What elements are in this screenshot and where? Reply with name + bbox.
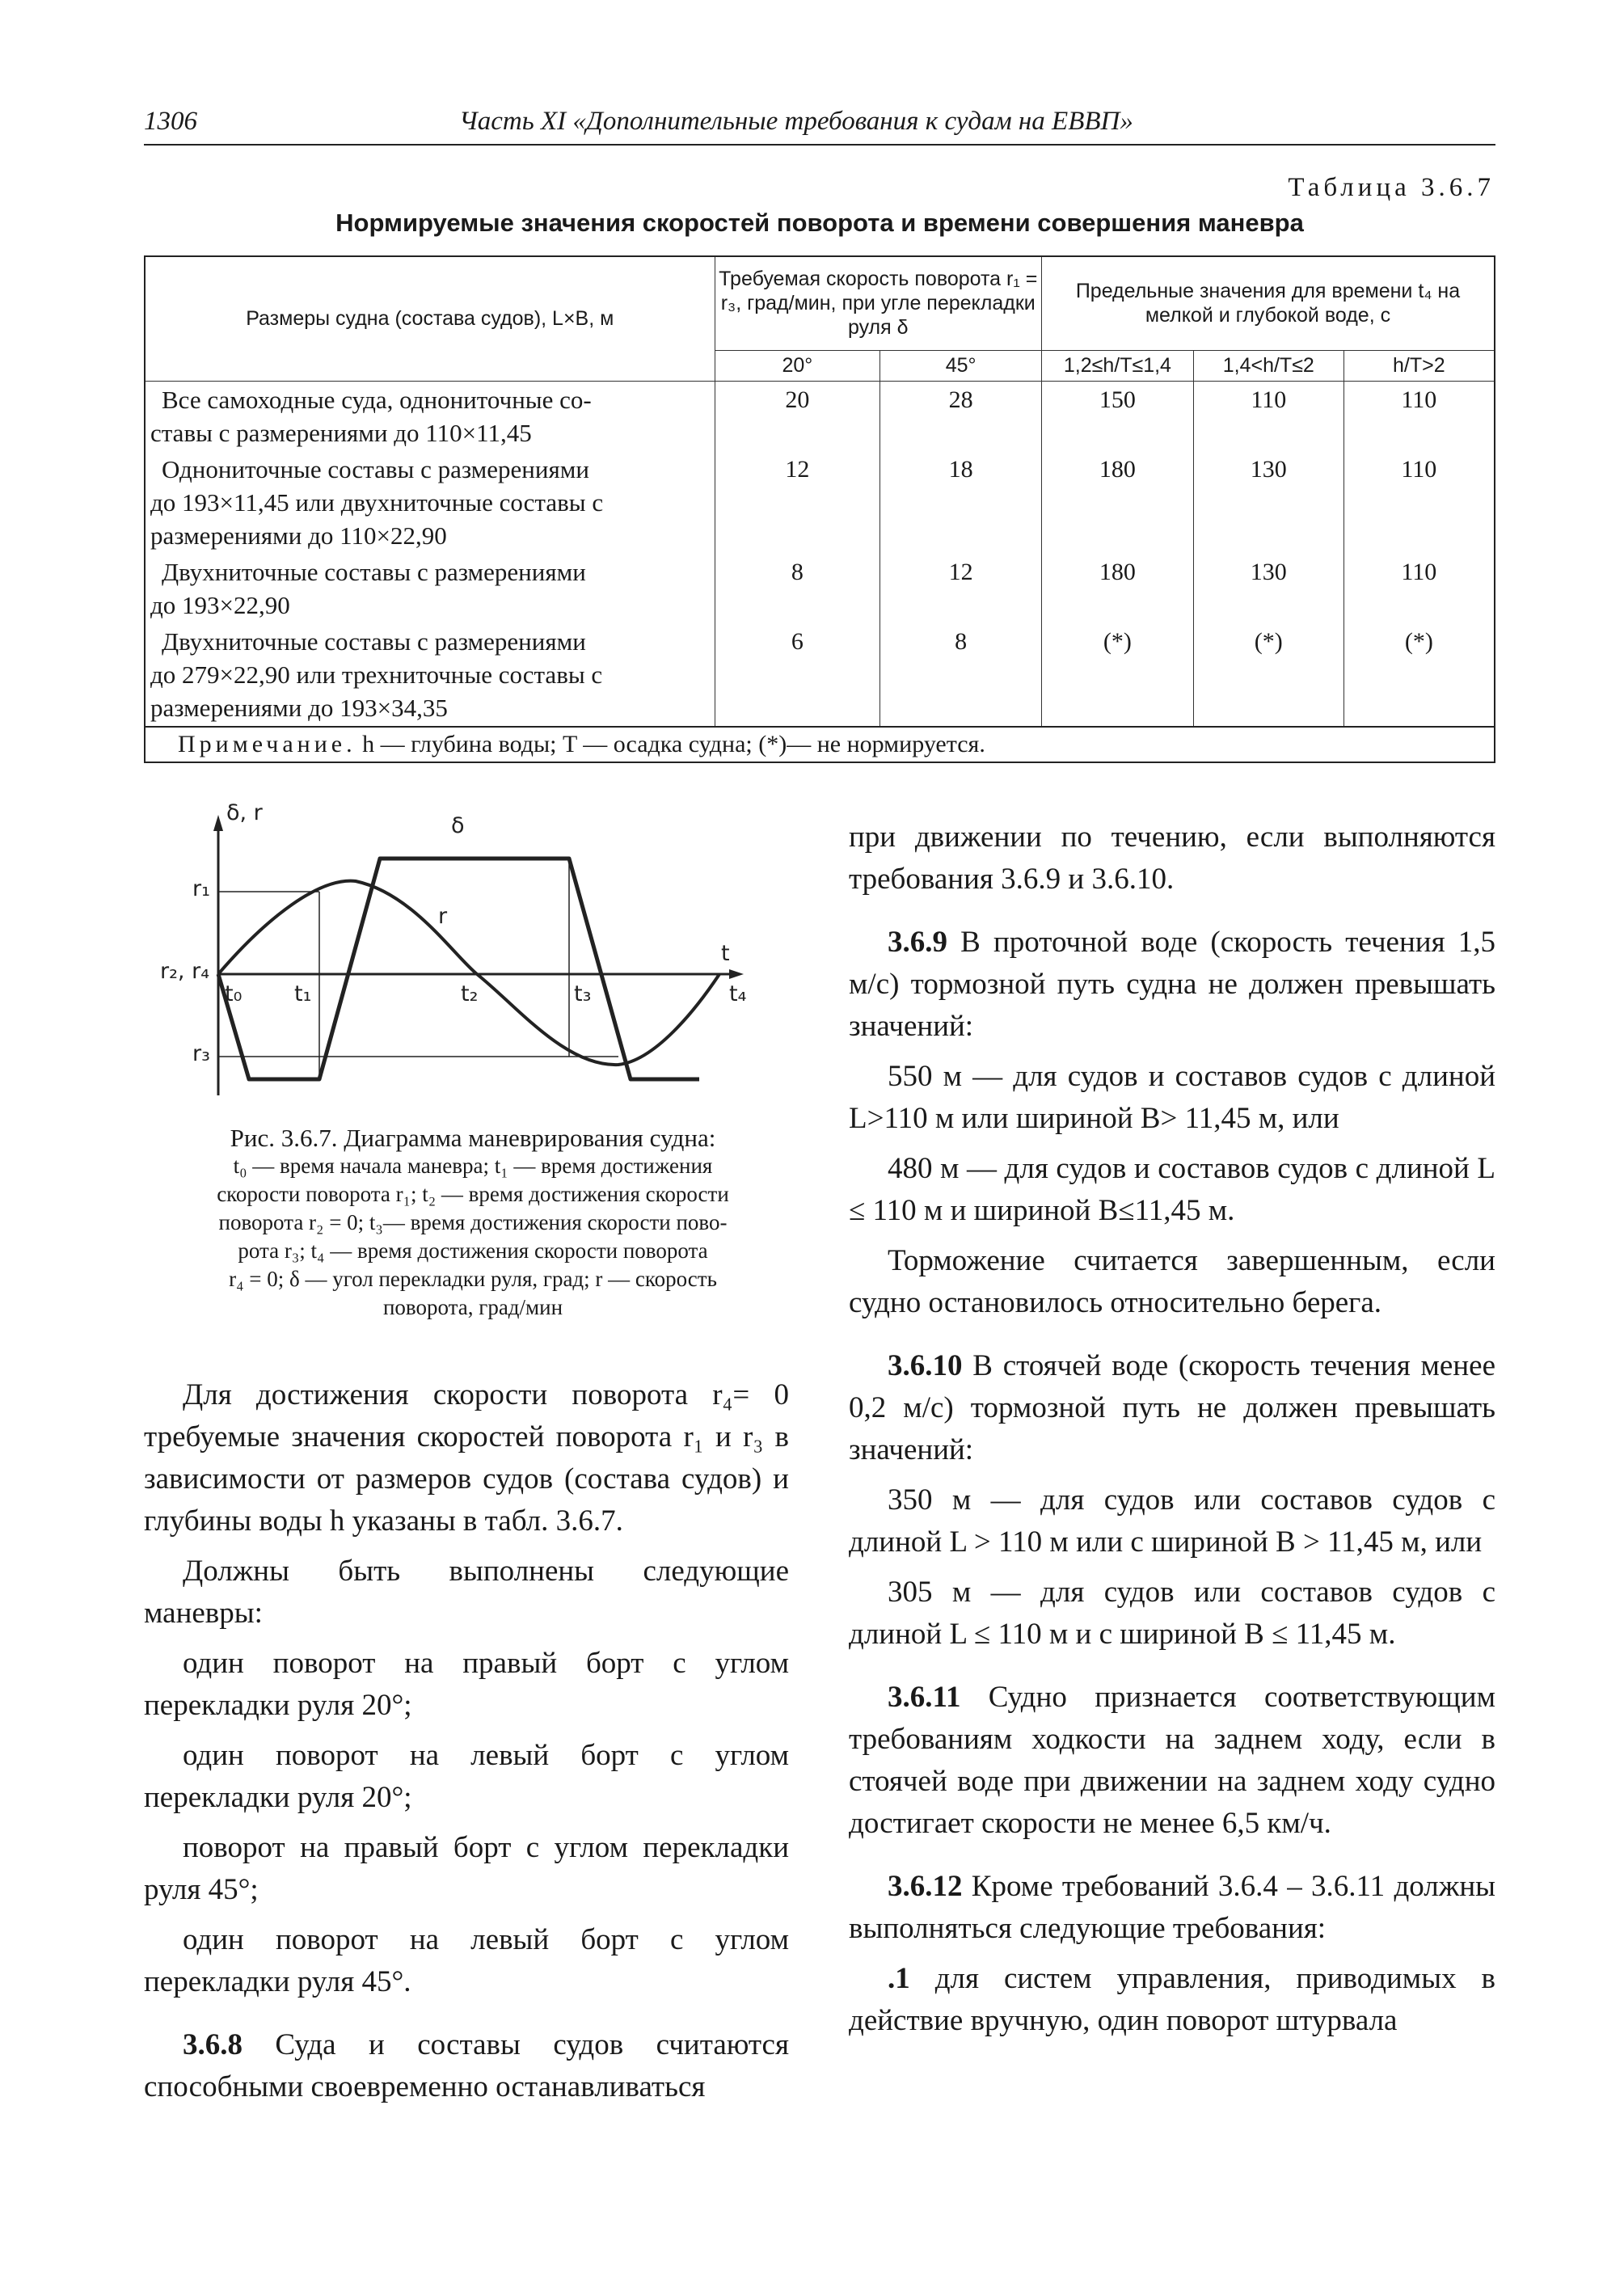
clause-number: .1 (888, 1962, 910, 1995)
running-title: Часть XI «Дополнительные требования к судам на ЕВВП» (459, 107, 1133, 136)
paragraph: один поворот на левый борт с углом перекладки руля 20°; (144, 1739, 789, 1814)
axis-x-label: t (721, 941, 730, 966)
right-column (849, 816, 1495, 2050)
row-text: до 193×11,45 или двухниточные составы с (150, 487, 604, 517)
clause-number: 3.6.9 (888, 926, 947, 959)
delta-label: δ (451, 813, 465, 838)
y-axis-arrow (213, 815, 223, 831)
cell-value: 20 (715, 381, 880, 451)
clause-number: 3.6.10 (888, 1349, 963, 1382)
row-text: Двухниточные составы с размерениями (162, 627, 586, 656)
paragraph: при движении по течению, если выполняются требования 3.6.9 и 3.6.10. (849, 821, 1495, 896)
left-column (144, 1374, 789, 2116)
paragraph (849, 1677, 1495, 1845)
t4-label: t₄ (729, 981, 747, 1006)
cell-value: 110 (1343, 451, 1495, 554)
caption-title: Рис. 3.6.7. Диаграмма маневрирования судна: (230, 1124, 716, 1152)
paragraph-text: для систем управления, приводимых в действие вручную, один поворот штурвала (849, 1962, 1495, 2037)
cell-value: 130 (1193, 554, 1343, 623)
table-label: Таблица 3.6.7 (1288, 173, 1495, 202)
page-header (144, 107, 1495, 146)
r1-label: r₁ (192, 876, 210, 901)
paragraph (849, 1345, 1495, 1471)
cell-value: 28 (880, 381, 1042, 451)
cell-value: 180 (1041, 451, 1193, 554)
paragraph-text: В проточной воде (скорость течения 1,5 м/с) тормозной путь судна не должен превышать значений: (849, 926, 1495, 1043)
cell-value: 180 (1041, 554, 1193, 623)
maneuver-diagram (146, 800, 833, 1124)
r2r4-label: r₂, r₄ (160, 959, 210, 984)
paragraph: поворот на правый борт с углом перекладки руля 45°; (144, 1831, 789, 1906)
x-axis-arrow (729, 969, 744, 979)
subheader-45: 45° (880, 350, 1042, 381)
paragraph: 305 м — для судов или составов судов с длиной L ≤ 110 м и с шириной B ≤ 11,45 м. (849, 1576, 1495, 1651)
note-label: Примечание. (178, 730, 356, 757)
cell-value: 6 (715, 623, 880, 727)
row-text: ставы с размерениями до 110×11,45 (150, 418, 532, 447)
cell-value: 150 (1041, 381, 1193, 451)
cell-value: 110 (1343, 554, 1495, 623)
figure-caption (146, 1124, 800, 1322)
subheader-h2: 1,4<h/T≤2 (1193, 350, 1343, 381)
paragraph-text: Суда и составы судов считаются способными своевременно останавливаться (144, 2028, 789, 2103)
header-speed: Требуемая скорость поворота r₁ = r₃, град/мин, при угле перекладки руля δ (715, 256, 1041, 350)
table-row (145, 451, 1495, 554)
paragraph: 550 м — для судов и составов судов с длиной L>110 м или шириной B> 11,45 м, или (849, 1060, 1495, 1135)
table-title: Нормируемые значения скоростей поворота и времени совершения маневра (335, 209, 1304, 237)
row-text: размерениями до 110×22,90 (150, 521, 447, 550)
cell-value: 18 (880, 451, 1042, 554)
row-text: Все самоходные суда, однониточные со- (162, 385, 592, 414)
caption-line: поворота r₂ = 0; t₃— время достижения скорости пово- (218, 1210, 728, 1234)
paragraph: 350 м — для судов или составов судов с длиной L > 110 м или с шириной B > 11,45 м, или (849, 1483, 1495, 1559)
paragraph: один поворот на правый борт с углом перекладки руля 20°; (144, 1647, 789, 1722)
paragraph (144, 2024, 789, 2108)
subheader-h1: 1,2≤h/T≤1,4 (1041, 350, 1193, 381)
caption-line: скорости поворота r₁; t₂ — время достижения скорости (217, 1182, 729, 1206)
paragraph (849, 1866, 1495, 1950)
caption-line: поворота, град/мин (382, 1295, 563, 1319)
table-row (145, 623, 1495, 727)
page-number: 1306 (144, 107, 197, 136)
table-row (145, 381, 1495, 451)
table-row (145, 554, 1495, 623)
cell-value: 8 (880, 623, 1042, 727)
paragraph: Должны быть выполнены следующие маневры: (144, 1555, 789, 1630)
paragraph: Для достижения скорости поворота r₄= 0 требуемые значения скоростей поворота r₁ и r₃ в зависимости от размеров судов (состава судов) и глубины воды h указаны в табл. 3.6.7. (144, 1378, 789, 1538)
paragraph (849, 922, 1495, 1048)
row-text: Двухниточные составы с размерениями (162, 557, 586, 586)
note-text: h — глубина воды; T — осадка судна; (*)— не нормируется. (362, 730, 985, 757)
paragraph: Торможение считается завершенным, если судно остановилось относительно берега. (849, 1244, 1495, 1319)
t0-label: t₀ (225, 981, 243, 1006)
cell-value: 110 (1343, 381, 1495, 451)
caption-line: r₄ = 0; δ — угол перекладки руля, град; r — скорость (229, 1267, 717, 1291)
cell-value: 110 (1193, 381, 1343, 451)
cell-value: (*) (1343, 623, 1495, 727)
row-text: до 193×22,90 (150, 590, 290, 619)
cell-value: 12 (880, 554, 1042, 623)
r-curve (218, 881, 719, 1065)
paragraph-text: Кроме требований 3.6.4 – 3.6.11 должны выполняться следующие требования: (849, 1870, 1495, 1945)
clause-number: 3.6.12 (888, 1870, 963, 1903)
paragraph-text: Судно признается соответствующим требованиям ходкости на заднем ходу, если в стоячей воде при движении на заднем ходу судно достигает скорости не менее 6,5 км/ч. (849, 1681, 1495, 1840)
cell-value: 130 (1193, 451, 1343, 554)
caption-line: рота r₃; t₄ — время достижения скорости поворота (238, 1238, 708, 1263)
paragraph: 480 м — для судов и составов судов с длиной L ≤ 110 м и шириной B≤11,45 м. (849, 1152, 1495, 1227)
paragraph: один поворот на левый борт с углом перекладки руля 45°. (144, 1923, 789, 1998)
table-note (145, 727, 1495, 762)
r-label: r (438, 904, 448, 929)
spec-table (144, 255, 1495, 763)
axis-y-label: δ, r (226, 800, 263, 825)
cell-value: (*) (1041, 623, 1193, 727)
header-time: Предельные значения для времени t₄ на мелкой и глубокой воде, с (1041, 256, 1495, 350)
row-text: размерениями до 193×34,35 (150, 693, 448, 722)
clause-number: 3.6.8 (183, 2028, 243, 2061)
row-text: до 279×22,90 или трехниточные составы с (150, 660, 603, 689)
subheader-20: 20° (715, 350, 880, 381)
paragraph (849, 1958, 1495, 2042)
header-size: Размеры судна (состава судов), L×B, м (145, 256, 715, 381)
caption-line: t₀ — время начала маневра; t₁ — время достижения (233, 1154, 713, 1178)
paragraph-text: В стоячей воде (скорость течения менее 0,2 м/с) тормозной путь не должен превышать значений: (849, 1349, 1495, 1466)
clause-number: 3.6.11 (888, 1681, 961, 1714)
cell-value: (*) (1193, 623, 1343, 727)
cell-value: 12 (715, 451, 880, 554)
t1-label: t₁ (294, 981, 312, 1006)
r3-label: r₃ (192, 1041, 210, 1066)
t2-label: t₂ (461, 981, 479, 1006)
subheader-h3: h/T>2 (1343, 350, 1495, 381)
cell-value: 8 (715, 554, 880, 623)
t3-label: t₃ (574, 981, 592, 1006)
row-text: Однониточные составы с размерениями (162, 454, 589, 483)
